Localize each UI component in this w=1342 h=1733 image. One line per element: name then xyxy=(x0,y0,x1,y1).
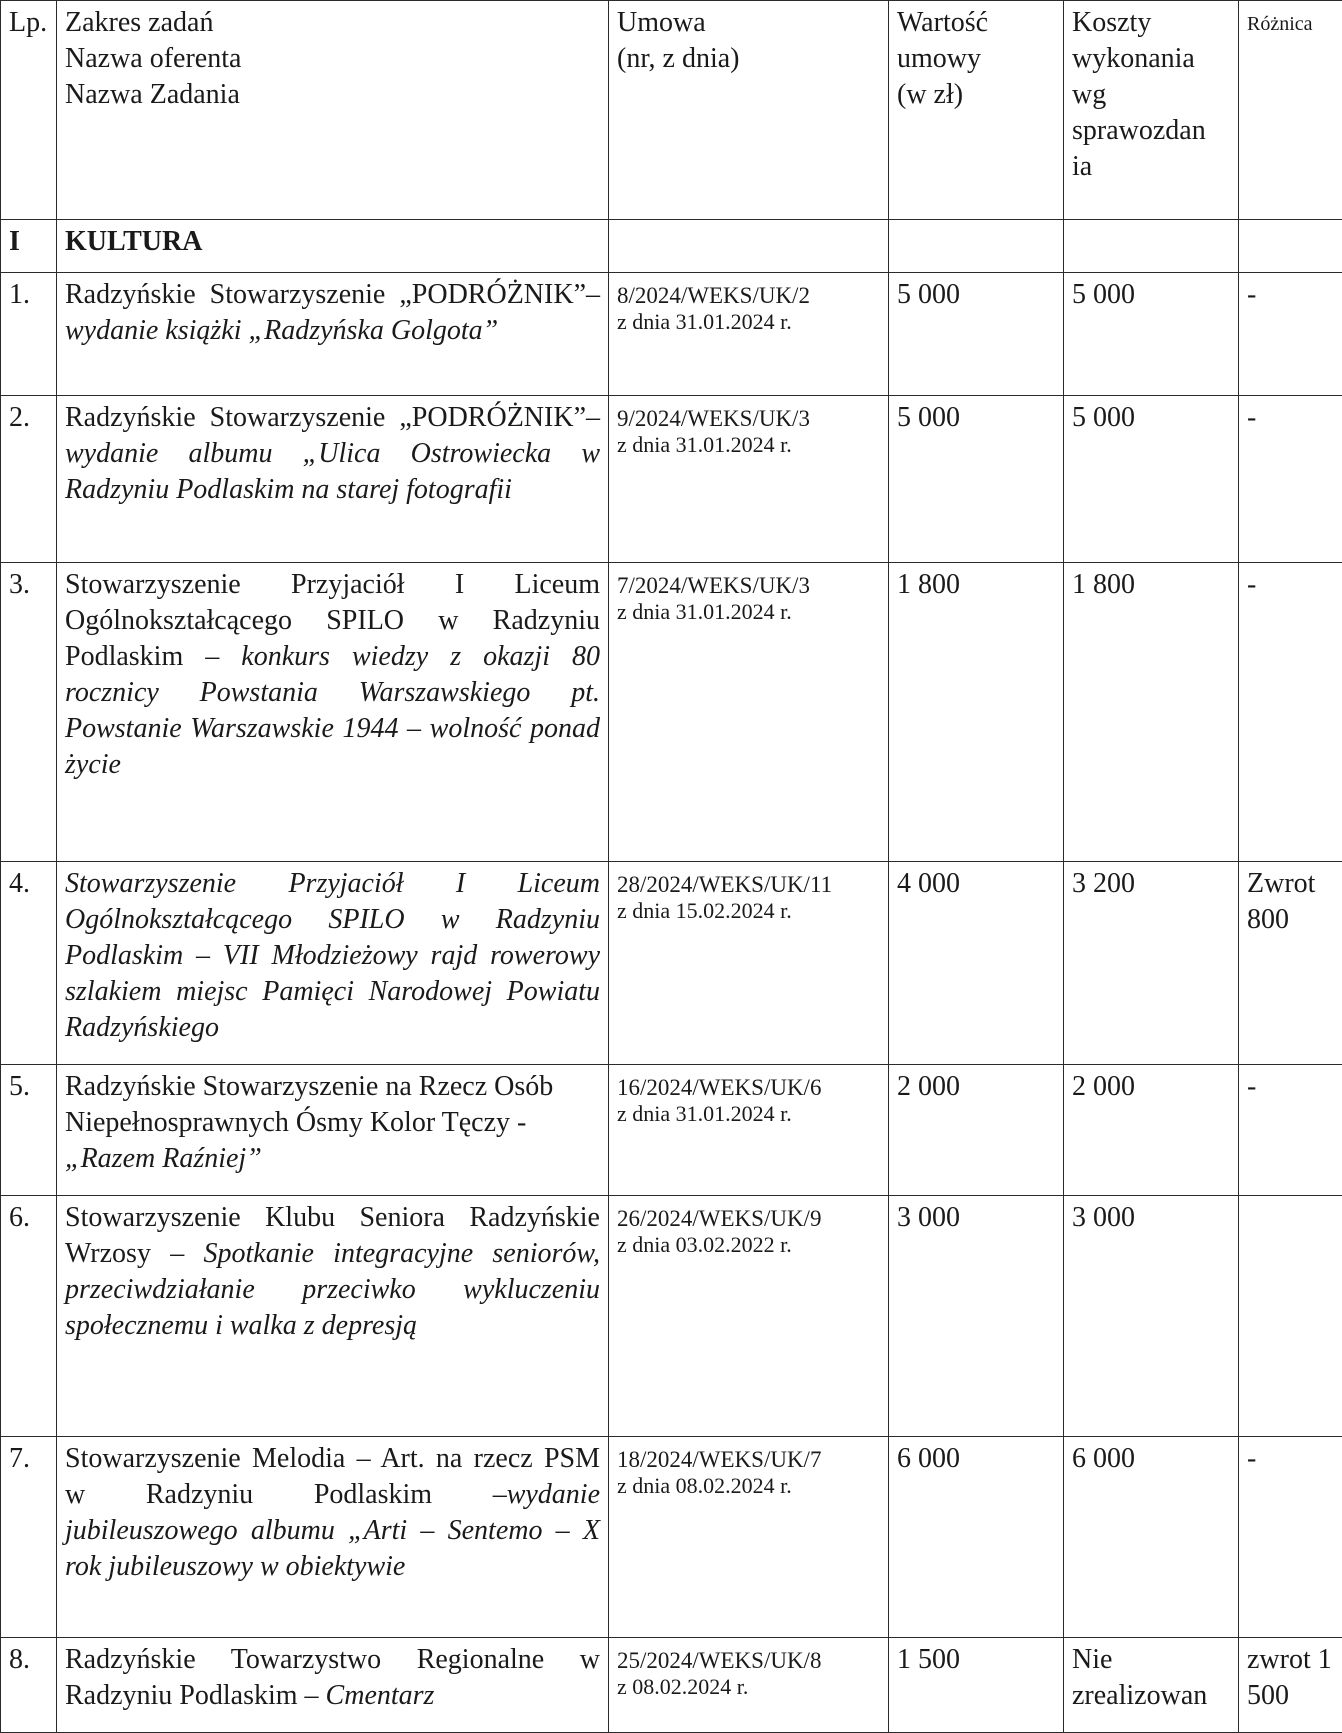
section-empty-cell xyxy=(1239,220,1342,273)
row-oferent: Radzyńskie Stowarzyszenie na Rzecz Osób Niepełnosprawnych Ósmy Kolor Tęczy - xyxy=(65,1071,553,1138)
row-wartosc: 5 000 xyxy=(889,273,1064,396)
row-umowa-data: z dnia 31.01.2024 r. xyxy=(617,309,880,335)
row-zadanie: „Razem Raźniej” xyxy=(65,1143,262,1174)
header-wartosc-line: Wartość xyxy=(897,5,1055,41)
table-row xyxy=(1,1065,1342,1196)
row-lp: 8. xyxy=(1,1638,57,1733)
row-roznica: - xyxy=(1239,273,1342,396)
header-zakres-line: Zakres zadań xyxy=(65,5,600,41)
row-zadanie: konkurs wiedzy z okazji 80 rocznicy Powstania Warszawskiego pt. Powstanie Warszawskie 1944 – wolność ponad życie xyxy=(65,641,600,780)
row-umowa-nr: 28/2024/WEKS/UK/11 xyxy=(617,866,880,898)
section-empty-cell xyxy=(609,220,889,273)
row-zakres xyxy=(57,1065,609,1196)
row-umowa-data: z dnia 08.02.2024 r. xyxy=(617,1473,880,1499)
row-umowa xyxy=(609,1065,889,1196)
table-row xyxy=(1,1196,1342,1437)
header-koszty-line: wykonania xyxy=(1072,41,1230,77)
row-zakres xyxy=(57,396,609,563)
row-koszty: 5 000 xyxy=(1064,396,1239,563)
row-umowa-data: z dnia 03.02.2022 r. xyxy=(617,1232,880,1258)
row-zakres xyxy=(57,563,609,862)
table-header-row xyxy=(1,1,1342,220)
row-roznica: Zwrot 800 xyxy=(1239,862,1342,1065)
header-umowa xyxy=(609,1,889,220)
table-row xyxy=(1,273,1342,396)
row-umowa-nr: 25/2024/WEKS/UK/8 xyxy=(617,1642,880,1674)
row-umowa-data: z dnia 15.02.2024 r. xyxy=(617,898,880,924)
row-zakres xyxy=(57,1437,609,1638)
row-oferent: Stowarzyszenie Melodia – Art. na rzecz PSM w Radzyniu Podlaskim – xyxy=(65,1443,600,1510)
row-wartosc: 1 500 xyxy=(889,1638,1064,1733)
table-row xyxy=(1,1437,1342,1638)
row-umowa-nr: 9/2024/WEKS/UK/3 xyxy=(617,400,880,432)
row-lp: 7. xyxy=(1,1437,57,1638)
row-umowa-nr: 26/2024/WEKS/UK/9 xyxy=(617,1200,880,1232)
table-row xyxy=(1,396,1342,563)
row-koszty: 5 000 xyxy=(1064,273,1239,396)
row-umowa xyxy=(609,1638,889,1733)
row-lp: 5. xyxy=(1,1065,57,1196)
row-zadanie: wydanie albumu „Ulica Ostrowiecka w Radzyniu Podlaskim na starej fotografii xyxy=(65,438,600,505)
table-row xyxy=(1,862,1342,1065)
header-koszty-line: Koszty xyxy=(1072,5,1230,41)
table-row xyxy=(1,563,1342,862)
row-wartosc: 4 000 xyxy=(889,862,1064,1065)
row-koszty: 3 000 xyxy=(1064,1196,1239,1437)
row-wartosc: 5 000 xyxy=(889,396,1064,563)
row-wartosc: 1 800 xyxy=(889,563,1064,862)
table-row xyxy=(1,1638,1342,1733)
row-lp: 2. xyxy=(1,396,57,563)
section-empty-cell xyxy=(1064,220,1239,273)
row-koszty: 2 000 xyxy=(1064,1065,1239,1196)
row-wartosc: 3 000 xyxy=(889,1196,1064,1437)
section-lp: I xyxy=(1,220,57,273)
row-umowa xyxy=(609,862,889,1065)
row-koszty: 1 800 xyxy=(1064,563,1239,862)
row-umowa-nr: 16/2024/WEKS/UK/6 xyxy=(617,1069,880,1101)
section-title: KULTURA xyxy=(57,220,609,273)
row-lp: 6. xyxy=(1,1196,57,1437)
row-oferent: Radzyńskie Stowarzyszenie „PODRÓŻNIK”– xyxy=(65,402,600,433)
row-umowa-data: z 08.02.2024 r. xyxy=(617,1674,880,1700)
row-umowa-data: z dnia 31.01.2024 r. xyxy=(617,432,880,458)
header-zakres-line: Nazwa Zadania xyxy=(65,77,600,113)
row-wartosc: 6 000 xyxy=(889,1437,1064,1638)
header-roznica: Różnica xyxy=(1239,1,1342,220)
header-koszty xyxy=(1064,1,1239,220)
row-zakres xyxy=(57,862,609,1065)
row-oferent: Radzyńskie Stowarzyszenie „PODRÓŻNIK”– xyxy=(65,279,600,310)
row-zadanie: Stowarzyszenie Przyjaciół I Liceum Ogólnokształcącego SPILO w Radzyniu Podlaskim – VII Młodzieżowy rajd rowerowy szlakiem miejsc Pamięci Narodowej Powiatu Radzyńskiego xyxy=(65,868,600,1043)
section-empty-cell xyxy=(889,220,1064,273)
row-zakres xyxy=(57,1196,609,1437)
row-zadanie: wydanie książki „Radzyńska Golgota” xyxy=(65,315,498,346)
row-umowa-nr: 8/2024/WEKS/UK/2 xyxy=(617,277,880,309)
section-row-kultura xyxy=(1,220,1342,273)
row-umowa-data: z dnia 31.01.2024 r. xyxy=(617,1101,880,1127)
row-roznica: - xyxy=(1239,396,1342,563)
row-zadanie: Cmentarz xyxy=(326,1680,435,1711)
row-umowa xyxy=(609,1196,889,1437)
row-oferent: Radzyńskie Towarzystwo Regionalne w Radzyniu Podlaskim – xyxy=(65,1644,600,1711)
row-zakres xyxy=(57,273,609,396)
row-umowa-nr: 18/2024/WEKS/UK/7 xyxy=(617,1441,880,1473)
row-roznica: zwrot 1500 xyxy=(1239,1638,1342,1733)
row-koszty: 6 000 xyxy=(1064,1437,1239,1638)
row-oferent: Stowarzyszenie Przyjaciół I Liceum Ogólnokształcącego SPILO w Radzyniu Podlaskim – xyxy=(65,569,600,672)
row-umowa-nr: 7/2024/WEKS/UK/3 xyxy=(617,567,880,599)
header-wartosc-line: (w zł) xyxy=(897,77,1055,113)
header-zakres xyxy=(57,1,609,220)
header-koszty-line: ia xyxy=(1072,149,1230,185)
row-zadanie: wydanie jubileuszowego albumu „Arti – Sentemo – X rok jubileuszowy w obiektywie xyxy=(65,1479,600,1582)
row-lp: 3. xyxy=(1,563,57,862)
header-zakres-line: Nazwa oferenta xyxy=(65,41,600,77)
header-umowa-line: (nr, z dnia) xyxy=(617,41,880,77)
row-lp: 1. xyxy=(1,273,57,396)
row-wartosc: 2 000 xyxy=(889,1065,1064,1196)
row-oferent: Stowarzyszenie Klubu Seniora Radzyńskie Wrzosy – xyxy=(65,1202,600,1269)
header-lp: Lp. xyxy=(1,1,57,220)
row-umowa-data: z dnia 31.01.2024 r. xyxy=(617,599,880,625)
header-koszty-line: sprawozdan xyxy=(1072,113,1230,149)
header-wartosc-line: umowy xyxy=(897,41,1055,77)
row-umowa xyxy=(609,273,889,396)
row-roznica xyxy=(1239,1196,1342,1437)
header-koszty-line: wg xyxy=(1072,77,1230,113)
row-zakres xyxy=(57,1638,609,1733)
row-roznica: - xyxy=(1239,1065,1342,1196)
header-wartosc xyxy=(889,1,1064,220)
row-roznica: - xyxy=(1239,1437,1342,1638)
row-roznica: - xyxy=(1239,563,1342,862)
row-umowa xyxy=(609,396,889,563)
row-koszty: Nie zrealizowan xyxy=(1064,1638,1239,1733)
header-umowa-line: Umowa xyxy=(617,5,880,41)
row-zadanie: Spotkanie integracyjne seniorów, przeciwdziałanie przeciwko wykluczeniu społecznemu i walka z depresją xyxy=(65,1238,600,1341)
row-lp: 4. xyxy=(1,862,57,1065)
row-umowa xyxy=(609,563,889,862)
row-koszty: 3 200 xyxy=(1064,862,1239,1065)
row-umowa xyxy=(609,1437,889,1638)
